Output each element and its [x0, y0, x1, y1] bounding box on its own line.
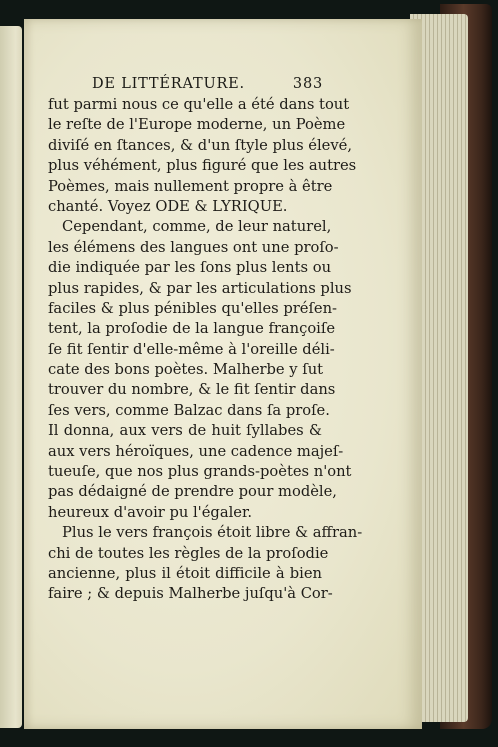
body-text	[48, 95, 363, 605]
facing-page-edge	[0, 26, 22, 728]
text-line: plus rapides, & par les articulations plus	[48, 279, 352, 297]
text-line: Il donna, aux vers de huit ſyllabes &	[48, 422, 322, 440]
text-line: Poèmes, mais nullement propre à être	[48, 177, 333, 195]
text-line: ancienne, plus il étoit difficile à bien	[48, 564, 322, 582]
text-line: aux vers héroïques, une cadence majeſ-	[48, 442, 344, 460]
text-line: chi de toutes les règles de la proſodie	[48, 544, 329, 562]
text-line: faciles & plus pénibles qu'elles préſen-	[48, 299, 338, 317]
text-line: heureux d'avoir pu l'égaler.	[48, 503, 253, 521]
paragraph-start-line: Plus le vers françois étoit libre & affran-	[62, 524, 363, 542]
paragraph-start-line: Cependant, comme, de leur naturel,	[62, 218, 332, 236]
text-line: pas dédaigné de prendre pour modèle,	[48, 483, 337, 501]
text-line: die indiquée par les ſons plus lents ou	[48, 259, 332, 277]
text-line: fut parmi nous ce qu'elle a été dans tout	[48, 96, 350, 113]
text-line: trouver du nombre, & le fit ſentir dans	[48, 381, 336, 399]
text-line: faire ; & depuis Malherbe juſqu'à Cor-	[48, 585, 333, 603]
text-line: plus véhément, plus figuré que les autres	[48, 157, 357, 175]
text-line: ſe fit ſentir d'elle-même à l'oreille déli-	[48, 340, 335, 358]
running-head-title: DE LITTÉRATURE.	[92, 76, 245, 92]
text-line: tueuſe, que nos plus grands-poètes n'ont	[48, 463, 352, 481]
page-number: 383	[292, 76, 323, 92]
text-line: diviſé en ſtances, & d'un ſtyle plus élevé,	[48, 136, 353, 154]
text-line: ſes vers, comme Balzac dans ſa proſe.	[48, 401, 330, 419]
running-header	[92, 76, 323, 92]
text-line: tent, la proſodie de la langue françoiſe	[48, 320, 336, 338]
text-line: chanté. Voyez ODE & LYRIQUE.	[48, 197, 288, 215]
text-line: les élémens des langues ont une proſo-	[48, 238, 339, 256]
text-line: cate des bons poètes. Malherbe y ſut	[48, 361, 324, 379]
text-line: le reſte de l'Europe moderne, un Poème	[48, 116, 346, 134]
